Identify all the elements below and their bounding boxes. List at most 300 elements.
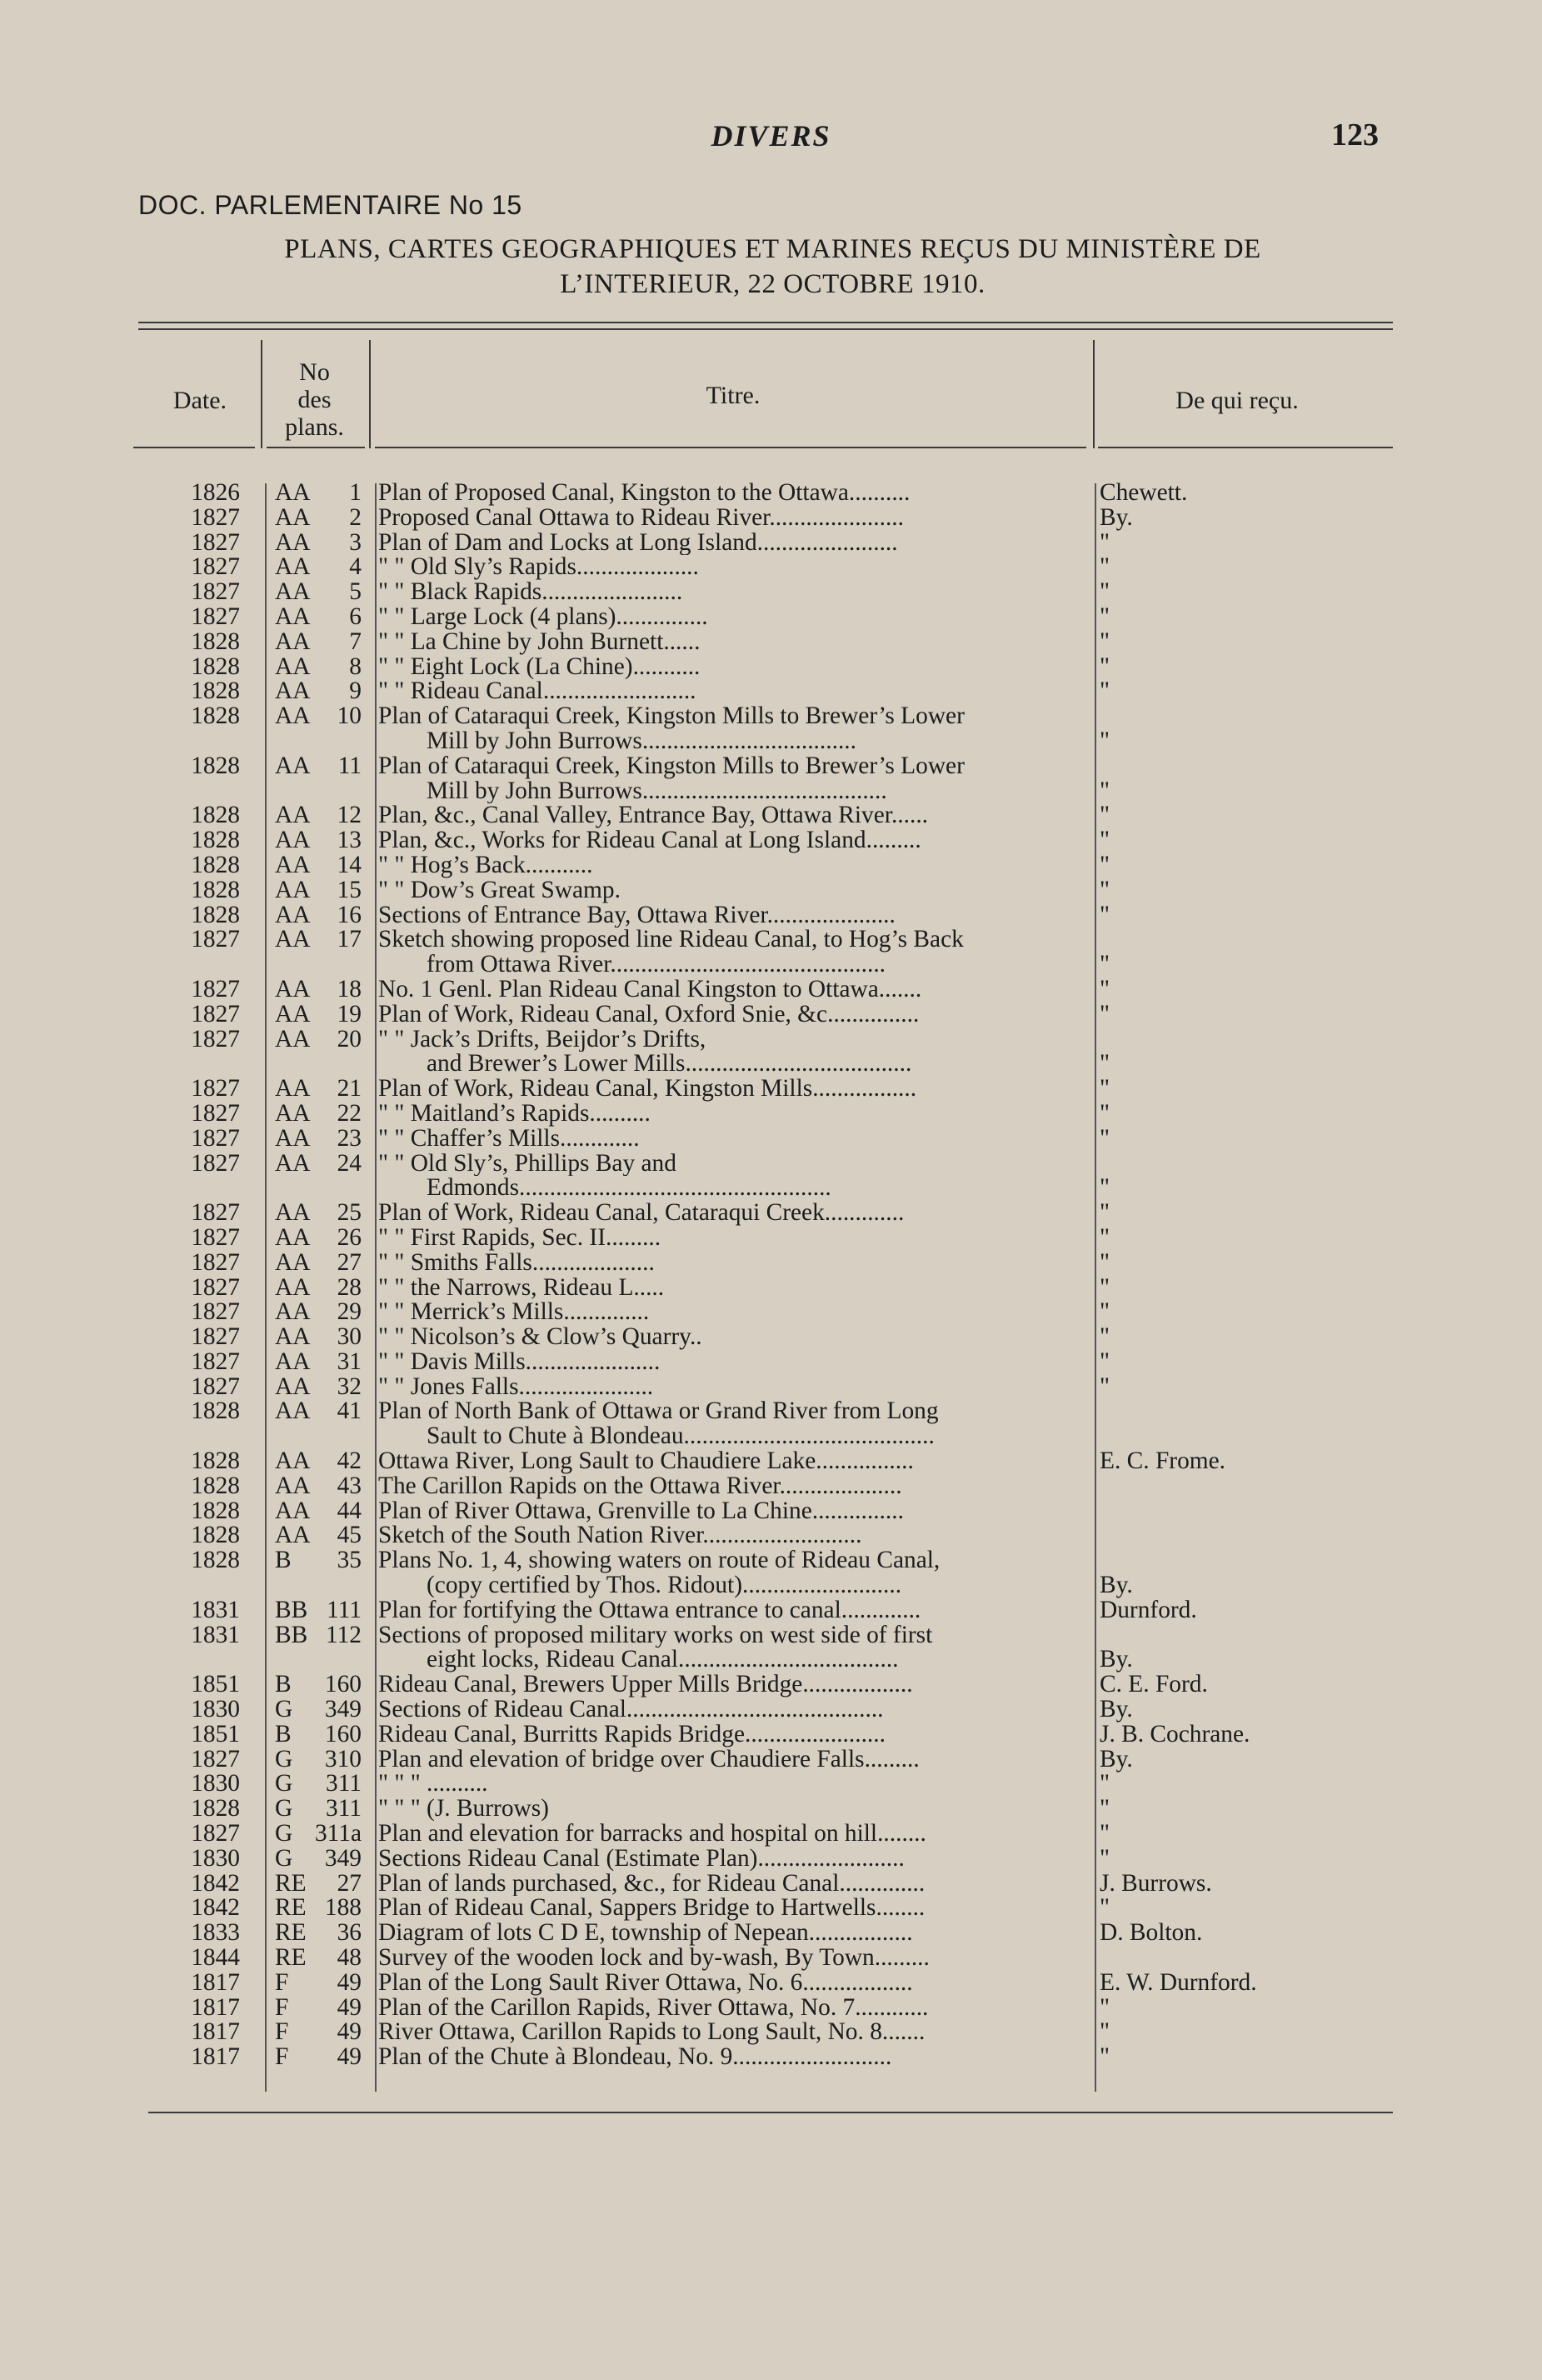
row-plan-index: 49 <box>337 2018 362 2046</box>
table-row <box>0 1025 1542 1078</box>
row-plan-series: AA <box>275 1522 311 1549</box>
row-title-line-1: " " Large Lock (4 plans)............... <box>378 604 708 630</box>
row-title-line-1: Plan of the Carillon Rapids, River Ottawa, No. 7............ <box>378 1995 929 2021</box>
row-date: 1828 <box>191 1795 240 1822</box>
row-title <box>378 1548 1093 1598</box>
table-row <box>0 1968 1542 1996</box>
row-title <box>378 1474 1093 1499</box>
row-received-from: " <box>1100 1894 1110 1922</box>
row-plan-index: 311 <box>326 1770 362 1798</box>
row-plan-series: AA <box>275 1348 311 1375</box>
row-received-from: " <box>1100 1795 1110 1822</box>
table-row <box>0 1099 1542 1127</box>
row-received-from <box>1100 704 1383 754</box>
row-plan-series: BB <box>275 1596 308 1623</box>
row-title-line-1: " " First Rapids, Sec. II......... <box>378 1225 661 1251</box>
table-row <box>0 602 1542 630</box>
row-plan-series: AA <box>275 851 311 878</box>
row-title <box>378 481 1093 506</box>
row-title-line-1: " " Hog’s Back........... <box>378 852 593 878</box>
row-plan-series: G <box>275 1770 293 1798</box>
row-plan-index: 18 <box>337 975 362 1002</box>
row-received-from: " <box>1100 1770 1110 1798</box>
row-plan-index: 11 <box>337 752 362 779</box>
row-title <box>378 580 1093 605</box>
table-row <box>0 828 1542 853</box>
row-plan-index: 2 <box>349 503 362 531</box>
row-title <box>378 1623 1093 1673</box>
row-date: 1842 <box>191 1869 240 1897</box>
row-received-from: " <box>1100 1000 1110 1028</box>
row-date: 1827 <box>191 528 240 556</box>
row-received-from: " <box>1100 578 1110 606</box>
row-date: 1851 <box>191 1671 240 1698</box>
row-plan-series: RE <box>275 1894 307 1922</box>
table-row <box>0 878 1542 903</box>
row-plan-index: 6 <box>349 602 362 630</box>
row-plan-index: 10 <box>337 702 362 730</box>
table-row <box>0 1201 1542 1226</box>
row-title-line-1: " " Davis Mills...................... <box>378 1349 661 1375</box>
row-plan-index: 4 <box>349 553 362 581</box>
row-plan-index: 8 <box>349 652 362 680</box>
row-received-from <box>1100 928 1383 978</box>
row-date: 1828 <box>191 1448 240 1475</box>
row-title <box>378 1946 1093 1971</box>
row-plan-series: AA <box>275 578 311 606</box>
row-received-from: " <box>1100 1844 1110 1872</box>
row-title <box>378 878 1093 903</box>
table-row <box>0 1993 1542 2021</box>
row-plan-index: 28 <box>337 1273 362 1301</box>
row-title-line-1: Sections of Entrance Bay, Ottawa River..................... <box>378 902 896 928</box>
row-title <box>378 1772 1093 1797</box>
row-plan-index: 7 <box>349 628 362 655</box>
table-row <box>0 481 1542 506</box>
table-row <box>0 1745 1542 1772</box>
row-plan-series: AA <box>275 802 311 829</box>
row-title-line-2: Mill by John Burrows........................................ <box>427 778 887 804</box>
row-title-line-1: Plan of Work, Rideau Canal, Kingston Mills................. <box>378 1077 917 1102</box>
table-row <box>0 1449 1542 1474</box>
row-date: 1827 <box>191 926 240 953</box>
row-title <box>378 928 1093 978</box>
table-row <box>0 1399 1542 1449</box>
table-row <box>0 1822 1542 1847</box>
title-line-1: PLANS, CARTES GEOGRAPHIQUES ET MARINES REÇUS DU MINISTÈRE DE <box>284 234 1261 264</box>
table-row <box>0 528 1542 556</box>
row-received-from: " <box>1100 628 1110 655</box>
row-plan-index: 32 <box>337 1372 362 1400</box>
row-received-from: Chewett. <box>1100 479 1188 506</box>
row-date: 1827 <box>191 1745 240 1772</box>
row-received-from: " <box>1100 2043 1110 2071</box>
row-plan-series: AA <box>275 1075 311 1102</box>
row-plan-series: AA <box>275 503 311 531</box>
row-title-line-1: Proposed Canal Ottawa to Rideau River...................... <box>378 505 904 531</box>
row-title <box>378 1375 1093 1400</box>
row-plan-index: 49 <box>337 1993 362 2021</box>
row-date: 1827 <box>191 1248 240 1276</box>
top-rule-1 <box>138 322 1393 323</box>
row-date: 1828 <box>191 876 240 903</box>
row-title-line-1: " " " (J. Burrows) <box>378 1797 549 1822</box>
row-title <box>378 853 1093 878</box>
row-title-line-1: Plan, &c., Canal Valley, Entrance Bay, Ottawa River...... <box>378 803 929 829</box>
row-plan-index: 36 <box>337 1919 362 1947</box>
row-title-line-1: " " Nicolson’s & Clow’s Quarry.. <box>378 1325 702 1350</box>
row-received-from: By. <box>1100 1696 1133 1723</box>
row-date: 1827 <box>191 602 240 630</box>
row-plan-series: AA <box>275 628 311 655</box>
table-row <box>0 580 1542 605</box>
row-date: 1830 <box>191 1770 240 1798</box>
row-title-line-1: " " Eight Lock (La Chine)........... <box>378 654 701 680</box>
row-plan-series: RE <box>275 1944 307 1972</box>
table-row <box>0 555 1542 580</box>
row-date: 1817 <box>191 1993 240 2021</box>
row-plan-index: 3 <box>349 528 362 556</box>
row-plan-index: 25 <box>337 1199 362 1227</box>
row-received-from <box>1100 1399 1383 1424</box>
row-title <box>378 1523 1093 1548</box>
row-title-line-1: River Ottawa, Carillon Rapids to Long Sault, No. 8....... <box>378 2020 926 2046</box>
row-received-from: " <box>1100 1273 1110 1301</box>
row-received-from: " <box>1100 1124 1110 1152</box>
table-row <box>0 1499 1542 1524</box>
row-plan-series: AA <box>275 602 311 630</box>
row-title-line-1: Plan of Rideau Canal, Sappers Bridge to Hartwells........ <box>378 1896 926 1922</box>
row-plan-series: AA <box>275 1248 311 1276</box>
row-plan-series: AA <box>275 479 311 506</box>
row-received-from: " <box>1100 602 1110 630</box>
table-row <box>0 1273 1542 1301</box>
row-received-from-line-2: " <box>1100 951 1110 978</box>
table-row <box>0 1896 1542 1921</box>
row-received-from <box>1100 754 1383 804</box>
row-received-from: " <box>1100 802 1110 829</box>
row-title-line-1: " " Maitland’s Rapids.......... <box>378 1101 651 1127</box>
table-row <box>0 1722 1542 1748</box>
column-header-number-line2: des <box>297 386 332 413</box>
row-received-from: J. Burrows. <box>1100 1869 1212 1897</box>
row-plan-series: AA <box>275 901 311 928</box>
row-title <box>378 1971 1093 1996</box>
row-title-line-1: " " Smiths Falls.................... <box>378 1250 655 1276</box>
row-title-line-1: Plan of Cataraqui Creek, Kingston Mills to Brewer’s Lower <box>378 704 965 729</box>
table-row <box>0 1548 1542 1598</box>
table-row <box>0 1869 1542 1897</box>
row-received-from: J. B. Cochrane. <box>1100 1720 1250 1748</box>
row-date: 1826 <box>191 479 240 506</box>
row-date: 1844 <box>191 1944 240 1972</box>
table-row <box>0 1077 1542 1102</box>
row-title <box>378 1921 1093 1946</box>
row-received-from-line-1 <box>1100 1399 1383 1424</box>
row-plan-series: G <box>275 1696 293 1723</box>
row-plan-index: 15 <box>337 876 362 903</box>
row-title-line-1: Plan of Proposed Canal, Kingston to the Ottawa.......... <box>378 481 911 506</box>
row-title-line-1: " " La Chine by John Burnett...... <box>378 629 701 655</box>
row-title-line-1: Plan, &c., Works for Rideau Canal at Long Island......... <box>378 828 921 853</box>
row-title <box>378 2020 1093 2045</box>
row-plan-series: BB <box>275 1621 308 1648</box>
row-date: 1828 <box>191 1472 240 1499</box>
row-plan-index: 5 <box>349 578 362 606</box>
row-title-line-1: Plan of River Ottawa, Grenville to La Chine............... <box>378 1498 904 1524</box>
row-received-from: C. E. Ford. <box>1100 1671 1208 1698</box>
table-row <box>0 928 1542 978</box>
table-row <box>0 853 1542 878</box>
row-received-from: " <box>1100 1323 1110 1351</box>
row-date: 1831 <box>191 1596 240 1623</box>
row-plan-index: 22 <box>337 1099 362 1127</box>
row-received-from: " <box>1100 1820 1110 1848</box>
row-received-from: E. W. Durnford. <box>1100 1968 1257 1996</box>
row-plan-index: 349 <box>324 1844 362 1872</box>
row-plan-series: AA <box>275 1298 311 1326</box>
row-received-from <box>1100 1028 1383 1078</box>
table-row <box>0 1223 1542 1251</box>
row-title <box>378 704 1093 754</box>
row-date: 1827 <box>191 1348 240 1375</box>
row-title <box>378 1300 1093 1325</box>
table-row <box>0 1124 1542 1152</box>
row-plan-index: 160 <box>324 1671 362 1698</box>
row-date: 1827 <box>191 1075 240 1102</box>
row-title-line-1: " " Merrick’s Mills.............. <box>378 1300 650 1326</box>
row-plan-index: 45 <box>337 1522 362 1549</box>
row-plan-series: B <box>275 1547 292 1574</box>
column-header-number-line1: No <box>299 358 330 386</box>
row-received-from: " <box>1100 1298 1110 1326</box>
table-row <box>0 1598 1542 1623</box>
row-received-from: E. C. Frome. <box>1100 1448 1226 1475</box>
row-received-from: " <box>1100 1099 1110 1127</box>
row-plan-series: AA <box>275 975 311 1002</box>
table-row <box>0 803 1542 828</box>
row-plan-index: 27 <box>337 1869 362 1897</box>
row-title-line-1: Sketch of the South Nation River.......................... <box>378 1523 862 1549</box>
row-plan-index: 23 <box>337 1124 362 1152</box>
row-received-from-line-1 <box>1100 928 1383 952</box>
row-plan-series: AA <box>275 1199 311 1227</box>
row-plan-index: 29 <box>337 1298 362 1326</box>
row-title <box>378 1077 1093 1102</box>
row-received-from-line-2: By. <box>1100 1646 1133 1673</box>
row-title-line-1: " " Old Sly’s Rapids.................... <box>378 555 699 581</box>
row-title <box>378 1350 1093 1375</box>
row-title <box>378 1152 1093 1202</box>
table-row <box>0 1248 1542 1276</box>
row-title-line-1: Ottawa River, Long Sault to Chaudiere Lake................ <box>378 1449 914 1474</box>
row-title-line-1: Plans No. 1, 4, showing waters on route of Rideau Canal, <box>378 1548 941 1574</box>
row-plan-index: 27 <box>337 1248 362 1276</box>
row-date: 1827 <box>191 1323 240 1351</box>
row-plan-series: AA <box>275 827 311 854</box>
row-title-line-1: " " Dow’s Great Swamp. <box>378 878 621 903</box>
row-title-line-1: Rideau Canal, Burritts Rapids Bridge....................... <box>378 1722 886 1748</box>
column-header-date: Date. <box>172 387 227 414</box>
table-row <box>0 1797 1542 1822</box>
column-header-from: De qui reçu. <box>1175 387 1299 414</box>
row-plan-series: F <box>275 2018 289 2046</box>
row-date: 1827 <box>191 1124 240 1152</box>
table-row <box>0 1350 1542 1375</box>
row-plan-index: 35 <box>337 1547 362 1574</box>
row-plan-index: 49 <box>337 2043 362 2071</box>
row-received-from: " <box>1100 678 1110 705</box>
row-plan-index: 48 <box>337 1944 362 1972</box>
row-title <box>378 1201 1093 1226</box>
row-date: 1828 <box>191 702 240 730</box>
row-title <box>378 1499 1093 1524</box>
row-received-from: " <box>1100 1199 1110 1227</box>
row-plan-index: 311 <box>326 1795 362 1822</box>
table-row <box>0 1523 1542 1548</box>
row-title <box>378 506 1093 531</box>
row-received-from <box>1100 1152 1383 1202</box>
row-received-from: " <box>1100 1348 1110 1375</box>
row-plan-index: 43 <box>337 1472 362 1499</box>
row-date: 1827 <box>191 1149 240 1177</box>
row-title <box>378 1102 1093 1127</box>
row-title <box>378 1325 1093 1350</box>
row-plan-index: 160 <box>324 1720 362 1748</box>
table-row <box>0 1002 1542 1028</box>
row-received-from: " <box>1100 1372 1110 1400</box>
row-plan-index: 1 <box>349 479 362 506</box>
row-title <box>378 531 1093 556</box>
document-title <box>167 232 1379 302</box>
table-row <box>0 1946 1542 1971</box>
row-title-line-1: Survey of the wooden lock and by-wash, By Town......... <box>378 1946 930 1971</box>
row-date: 1827 <box>191 553 240 581</box>
row-date: 1830 <box>191 1844 240 1872</box>
row-title <box>378 803 1093 828</box>
row-received-from: " <box>1100 528 1110 556</box>
row-plan-series: G <box>275 1745 293 1772</box>
row-title-line-1: Sketch showing proposed line Rideau Canal, to Hog’s Back <box>378 928 964 953</box>
row-title <box>378 1822 1093 1847</box>
row-title-line-1: Plan of lands purchased, &c., for Rideau Canal.............. <box>378 1871 926 1897</box>
row-plan-index: 13 <box>337 827 362 854</box>
row-plan-index: 30 <box>337 1323 362 1351</box>
row-title-line-2: from Ottawa River............................................. <box>427 952 886 978</box>
row-date: 1827 <box>191 1000 240 1028</box>
row-title <box>378 754 1093 804</box>
row-title <box>378 1226 1093 1251</box>
title-line-2: L’INTERIEUR, 22 OCTOBRE 1910. <box>560 269 986 299</box>
row-received-from: " <box>1100 1248 1110 1276</box>
row-title <box>378 679 1093 704</box>
row-title <box>378 1276 1093 1301</box>
row-plan-index: 17 <box>337 926 362 953</box>
row-plan-series: AA <box>275 926 311 953</box>
row-plan-series: G <box>275 1795 293 1822</box>
table-row <box>0 2045 1542 2070</box>
row-plan-series: AA <box>275 1149 311 1177</box>
header-divider-1 <box>261 340 262 448</box>
row-title <box>378 1872 1093 1897</box>
document-reference: DOC. PARLEMENTAIRE No 15 <box>138 190 522 220</box>
table-row <box>0 975 1542 1002</box>
header-divider-3 <box>1093 340 1095 448</box>
row-date: 1828 <box>191 1497 240 1524</box>
row-received-from: D. Bolton. <box>1100 1919 1203 1947</box>
row-received-from: " <box>1100 876 1110 903</box>
row-plan-index: 112 <box>326 1621 362 1648</box>
row-plan-index: 41 <box>337 1398 362 1425</box>
row-date: 1828 <box>191 851 240 878</box>
row-date: 1817 <box>191 1968 240 1996</box>
row-plan-series: F <box>275 2043 289 2071</box>
row-title <box>378 1996 1093 2021</box>
row-date: 1831 <box>191 1621 240 1648</box>
row-date: 1827 <box>191 1199 240 1227</box>
row-date: 1827 <box>191 578 240 606</box>
row-plan-series: AA <box>275 1398 311 1425</box>
header-divider-2 <box>369 340 371 448</box>
row-plan-index: 311a <box>314 1820 362 1848</box>
row-received-from <box>1100 1548 1383 1598</box>
row-plan-index: 111 <box>327 1596 362 1623</box>
table-row <box>0 652 1542 680</box>
row-date: 1828 <box>191 901 240 928</box>
row-plan-series: B <box>275 1671 292 1698</box>
table-row <box>0 1698 1542 1722</box>
row-received-from: " <box>1100 1993 1110 2021</box>
row-plan-index: 49 <box>337 1968 362 1996</box>
row-title <box>378 1672 1093 1698</box>
row-title-line-1: " " Chaffer’s Mills............. <box>378 1126 640 1152</box>
row-title-line-1: Plan of the Long Sault River Ottawa, No. 6.................. <box>378 1970 913 1996</box>
row-title-line-1: Plan for fortifying the Ottawa entrance to canal............. <box>378 1598 921 1623</box>
table-row <box>0 1149 1542 1202</box>
header-underline-number <box>267 447 365 448</box>
row-received-from-line-2: " <box>1100 777 1110 804</box>
table-row <box>0 754 1542 804</box>
table-row <box>0 630 1542 655</box>
row-title-line-1: Plan and elevation for barracks and hospital on hill........ <box>378 1822 926 1847</box>
table-row <box>0 1623 1542 1673</box>
row-plan-index: 12 <box>337 802 362 829</box>
row-title-line-1: Sections of proposed military works on west side of first <box>378 1622 933 1648</box>
row-title <box>378 1598 1093 1623</box>
row-date: 1828 <box>191 1398 240 1425</box>
row-received-from: Durnford. <box>1100 1596 1197 1623</box>
row-plan-series: F <box>275 1968 289 1996</box>
row-plan-series: RE <box>275 1919 307 1947</box>
row-received-from: By. <box>1100 1745 1133 1772</box>
row-date: 1851 <box>191 1720 240 1748</box>
row-title-line-1: Plan of Dam and Locks at Long Island....................... <box>378 530 898 556</box>
row-plan-index: 19 <box>337 1000 362 1028</box>
table-row <box>0 1300 1542 1325</box>
row-plan-series: AA <box>275 1099 311 1127</box>
row-plan-series: G <box>275 1820 293 1848</box>
row-title <box>378 1797 1093 1822</box>
row-plan-series: AA <box>275 752 311 779</box>
row-received-from: " <box>1100 827 1110 854</box>
row-received-from-line-1 <box>1100 1152 1383 1177</box>
row-plan-series: AA <box>275 1223 311 1251</box>
row-date: 1828 <box>191 752 240 779</box>
row-title-line-1: Plan of the Chute à Blondeau, No. 9.......................... <box>378 2045 892 2070</box>
table-row <box>0 1372 1542 1400</box>
row-plan-index: 349 <box>324 1696 362 1723</box>
row-plan-series: F <box>275 1993 289 2021</box>
